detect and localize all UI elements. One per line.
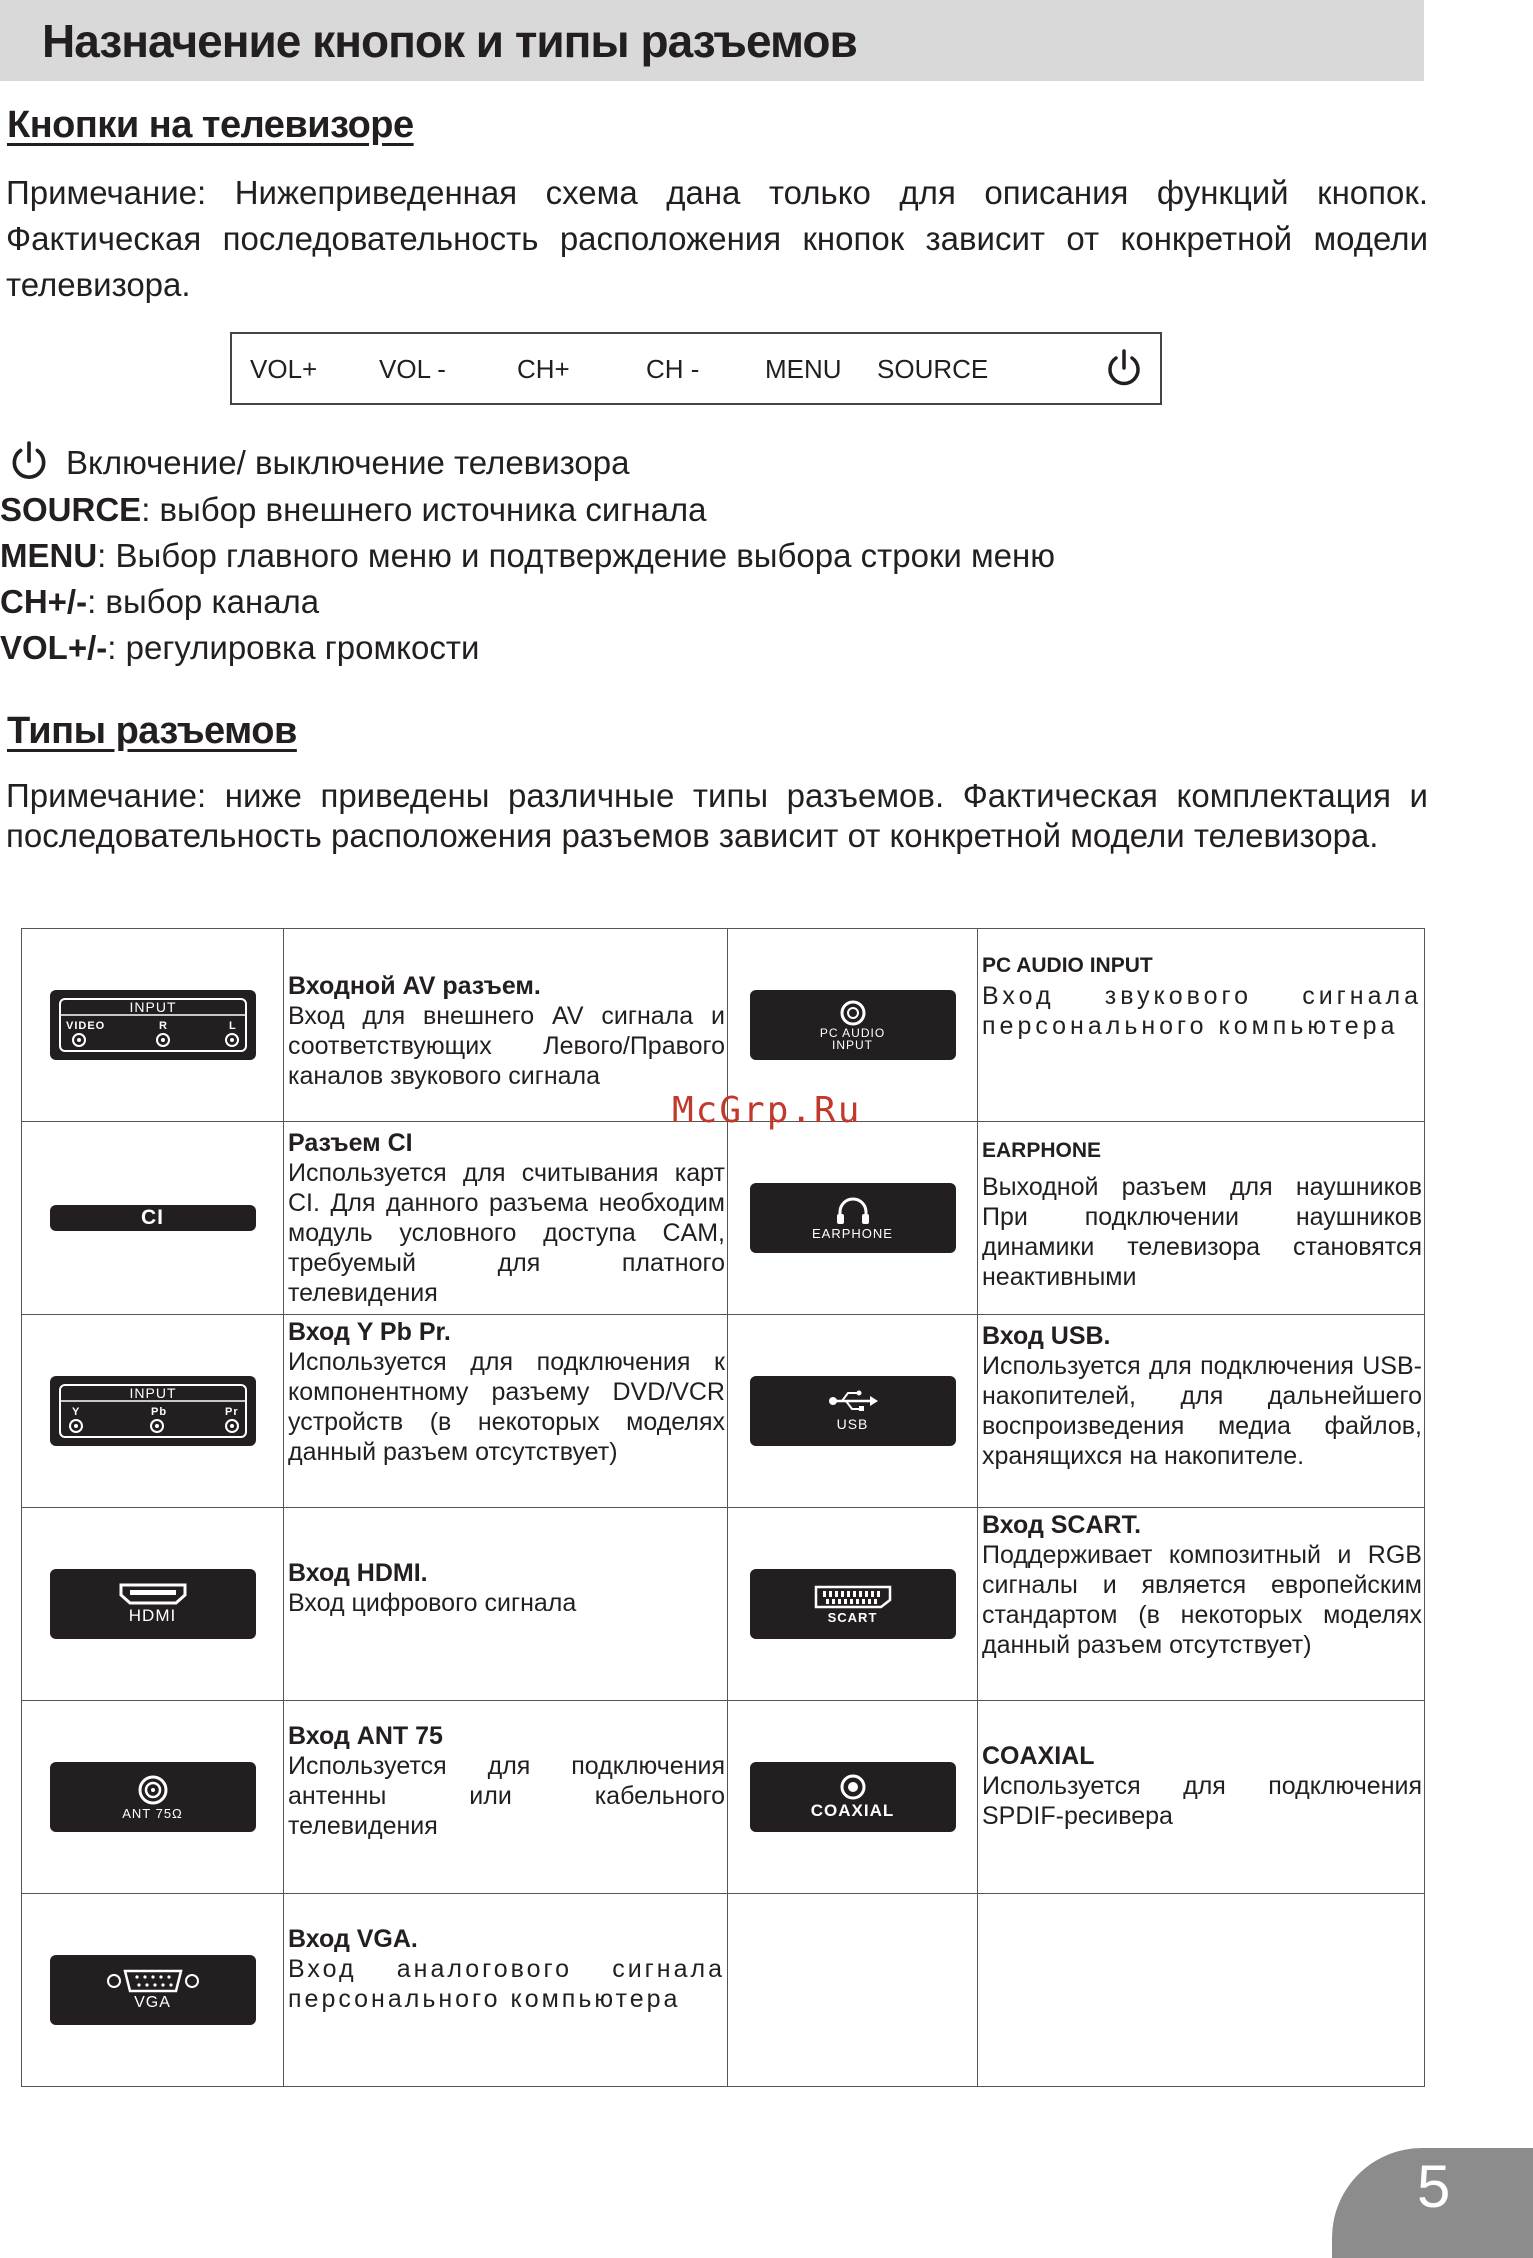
power-description: Включение/ выключение телевизора — [66, 444, 630, 481]
antenna-jack-icon: ANT 75Ω — [50, 1762, 256, 1832]
power-icon — [8, 440, 50, 484]
pc-audio-jack-icon: PC AUDIO INPUT — [750, 990, 956, 1060]
ci-slot-icon: CI — [50, 1205, 256, 1231]
icon-cell — [728, 1701, 978, 1894]
connector-description: Вход Y Pb Pr. Используется для подключения к компонентному разъему DVD/VCR устройств (в некоторых моделях данный разъем отсутствует) — [284, 1315, 728, 1508]
panel-vol-plus: VOL+ — [250, 354, 318, 384]
svg-text:Y: Y — [71, 1406, 80, 1418]
legend-channel: CH+/-: выбор канала — [0, 583, 320, 620]
icon-cell — [728, 1315, 978, 1508]
icon-cell — [22, 1508, 284, 1701]
table-row — [22, 1508, 1425, 1701]
connector-description: EARPHONE Выходной разъем для наушников При подключении наушников динамики телевизора становятся неактивными — [978, 1122, 1425, 1315]
page-title: Назначение кнопок и типы разъемов — [42, 15, 857, 67]
svg-text:VIDEO: VIDEO — [65, 1020, 105, 1032]
panel-source: SOURCE — [877, 354, 989, 384]
ypbpr-input-icon — [50, 1376, 256, 1446]
empty-cell — [728, 1894, 978, 2087]
connector-description: Вход USB. Используется для подключения USB-накопителей, для дальнейшего воспроизведения медиа файлов, хранящихся на накопителе. — [978, 1315, 1425, 1508]
connector-description: PC AUDIO INPUT Вход звукового сигнала персонального компьютера — [978, 929, 1425, 1122]
scart-port-icon: SCART — [750, 1569, 956, 1639]
hdmi-port-icon: HDMI — [50, 1569, 256, 1639]
connector-description: Вход SCART. Поддерживает композитный и RGB сигналы и является европейским стандартом (в некоторых моделях данный разъем отсутствует) — [978, 1508, 1425, 1701]
legend-menu: MENU: Выбор главного меню и подтверждение выбора строки меню — [0, 537, 1056, 574]
table-row — [22, 1701, 1425, 1894]
headphones-icon: EARPHONE — [750, 1183, 956, 1253]
av-input-icon — [50, 990, 256, 1060]
svg-text:INPUT: INPUT — [129, 999, 176, 1015]
connectors-note: Примечание: ниже приведены различные типы разъемов. Фактическая комплектация и последовательность расположения разъемов зависит от конкретной модели телевизора. — [6, 777, 1428, 854]
button-panel-diagram — [230, 332, 1162, 405]
watermark: McGrp.Ru — [672, 1090, 862, 1131]
icon-cell — [728, 1122, 978, 1315]
page-number: 5 — [1417, 2153, 1451, 2220]
empty-cell — [978, 1894, 1425, 2087]
connector-description: Входной AV разъем. Вход для внешнего AV сигнала и соответствующих Левого/Правого каналов звукового сигнала — [284, 929, 728, 1122]
svg-text:Pr: Pr — [224, 1406, 239, 1418]
legend-volume: VOL+/-: регулировка громкости — [0, 629, 480, 666]
panel-ch-plus: CH+ — [517, 354, 570, 384]
svg-text:L: L — [228, 1020, 237, 1032]
panel-ch-minus: CH - — [646, 354, 700, 384]
connector-description: COAXIAL Используется для подключения SPDIF-ресивера — [978, 1701, 1425, 1894]
connector-description: Разъем CI Используется для считывания карт CI. Для данного разъема необходим модуль условного доступа CAM, требуемый для платного телевидения — [284, 1122, 728, 1315]
icon-cell — [22, 1701, 284, 1894]
table-row — [22, 1122, 1425, 1315]
panel-menu: MENU — [765, 354, 842, 384]
table-row — [22, 1315, 1425, 1508]
panel-power-icon — [1104, 348, 1144, 390]
icon-cell — [22, 929, 284, 1122]
coaxial-jack-icon: COAXIAL — [750, 1762, 956, 1832]
connector-description: Вход HDMI. Вход цифрового сигнала — [284, 1508, 728, 1701]
table-row — [22, 1894, 1425, 2087]
buttons-note: Примечание: Нижеприведенная схема дана только для описания функций кнопок. Фактическая последовательность расположения кнопок зависит от конкретной модели телевизора. — [6, 174, 1428, 303]
usb-icon: USB — [750, 1376, 956, 1446]
svg-text:INPUT: INPUT — [129, 1385, 176, 1401]
icon-cell — [22, 1315, 284, 1508]
legend-source: SOURCE: выбор внешнего источника сигнала — [0, 491, 707, 528]
connector-description: Вход ANT 75 Используется для подключения антенны или кабельного телевидения — [284, 1701, 728, 1894]
svg-text:R: R — [158, 1020, 168, 1032]
buttons-section-title: Кнопки на телевизоре — [7, 104, 414, 146]
icon-cell — [22, 1122, 284, 1315]
svg-text:Pb: Pb — [150, 1406, 167, 1418]
panel-vol-minus: VOL - — [379, 354, 446, 384]
connector-description: Вход VGA. Вход аналогового сигнала персонального компьютера — [284, 1894, 728, 2087]
page-header — [0, 0, 1424, 81]
connectors-section-title: Типы разъемов — [7, 710, 297, 752]
icon-cell — [728, 1508, 978, 1701]
vga-port-icon: VGA — [50, 1955, 256, 2025]
icon-cell — [22, 1894, 284, 2087]
